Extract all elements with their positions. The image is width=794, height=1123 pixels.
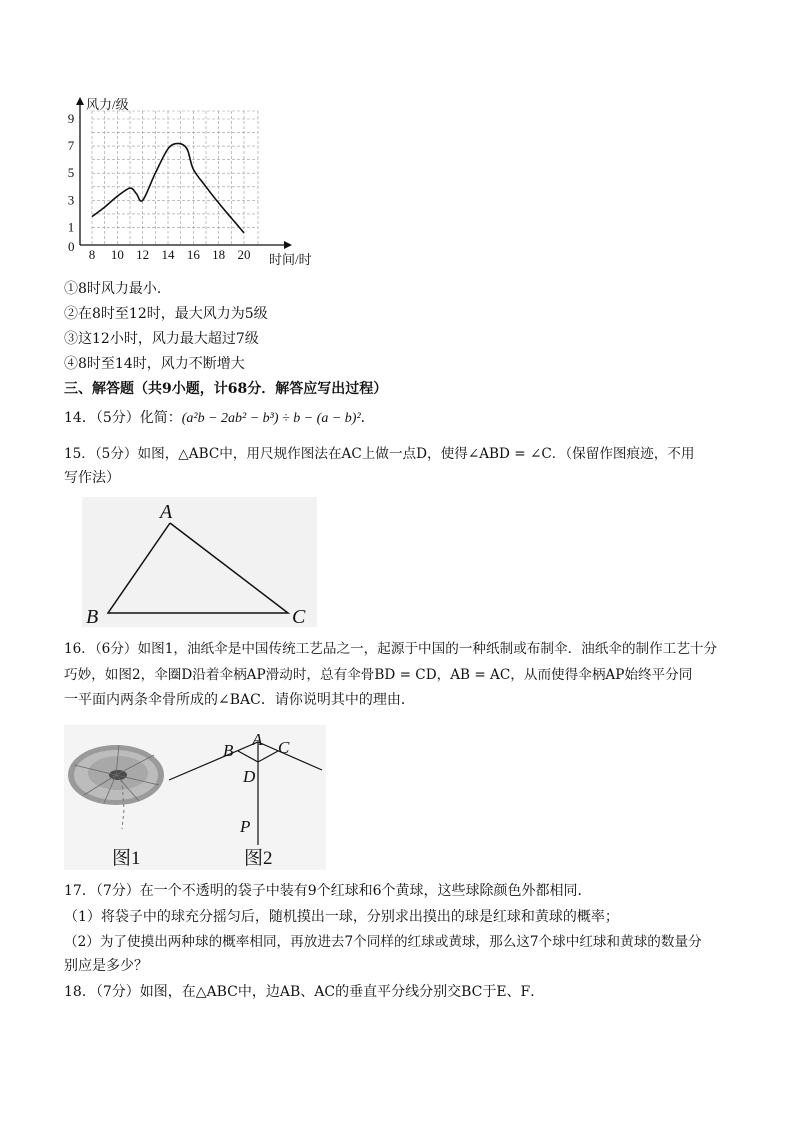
q18-line-1: 18．（7分）如图，在△ABC中，边AB、AC的垂直平分线分别交BC于E、F． [64,984,545,1000]
q17-line-2: （1）将袋子中的球充分摇匀后，随机摸出一球，分别求出摸出的球是红球和黄球的概率； [64,909,619,925]
q16-line-3: 一平面内两条伞骨所成的∠BAC．请你说明其中的理由． [64,692,415,708]
x-tick-label: 14 [161,247,175,262]
y-tick-label: 5 [67,165,75,181]
option-4: ④8时至14时，风力不断增大 [64,356,245,372]
q15-line-1: 15．（5分）如图，△ABC中，用尺规作图法在AC上做一点D，使得∠ABD = ∠C．（保留作图痕迹，不用 [64,446,695,462]
x-axis-label: 时间/时 [269,252,312,267]
vertex-c-label: C [292,606,306,627]
origin-label: 0 [68,239,75,254]
diagram-label-b: B [223,741,234,760]
figure-2-caption: 图2 [244,848,273,869]
x-axis-arrow [284,241,292,249]
y-tick-label: 7 [67,138,75,154]
umbrella-figures [64,725,326,870]
option-2: ②在8时至12时，最大风力为5级 [64,306,268,322]
x-tick-label: 8 [88,247,96,262]
q14-expression: (a²b − 2ab² − b³) ÷ b − (a − b)² [181,411,361,426]
y-tick-label: 3 [67,192,75,208]
x-tick-label: 16 [186,247,200,262]
q16-line-2: 巧妙，如图2，伞圈D沿着伞柄AP滑动时，总有伞骨BD = CD，AB = AC，从而使得伞柄AP始终平分同 [64,667,693,683]
q14-prefix: 14．（5分）化简： [64,410,182,426]
section-heading: 三、解答题（共9小题，计68分．解答应写出过程） [64,381,388,397]
x-tick-label: 10 [110,247,124,262]
y-axis-label: 风力/级 [86,97,129,112]
q17-line-4: 别应是多少？ [64,958,148,974]
q17-line-1: 17．（7分）在一个不透明的袋子中装有9个红球和6个黄球，这些球除颜色外都相同． [64,883,592,899]
option-1: ①8时风力最小． [64,281,171,297]
y-axis-arrow [76,97,84,105]
chart-grid [92,111,258,245]
q15-line-2: 写作法） [64,470,120,486]
wind-chart [60,95,330,270]
diagram-label-d: D [243,767,256,786]
y-tick-label: 1 [67,219,75,235]
figure-1-caption: 图1 [112,848,141,869]
question-14 [64,409,375,428]
q16-line-1: 16．（6分）如图1，油纸伞是中国传统工艺品之一，起源于中国的一种纸制或布制伞．油纸伞的制作工艺十分 [64,641,718,657]
diagram-label-p: P [240,817,251,836]
diagram-label-c: C [278,738,290,757]
q14-suffix: ． [360,410,375,426]
option-3: ③这12小时，风力最大超过7级 [64,331,259,347]
q17-line-3: （2）为了使摸出两种球的概率相同，再放进去7个同样的红球或黄球，那么这7个球中红球和黄球的数量分 [64,934,702,950]
x-tick-label: 20 [237,247,251,262]
vertex-a-label: A [160,501,173,523]
triangle-abc-figure [82,497,317,627]
x-tick-label: 12 [136,247,150,262]
x-tick-label: 18 [212,247,226,262]
y-tick-label: 9 [67,111,75,126]
vertex-b-label: B [86,606,99,627]
diagram-label-a: A [252,730,263,749]
